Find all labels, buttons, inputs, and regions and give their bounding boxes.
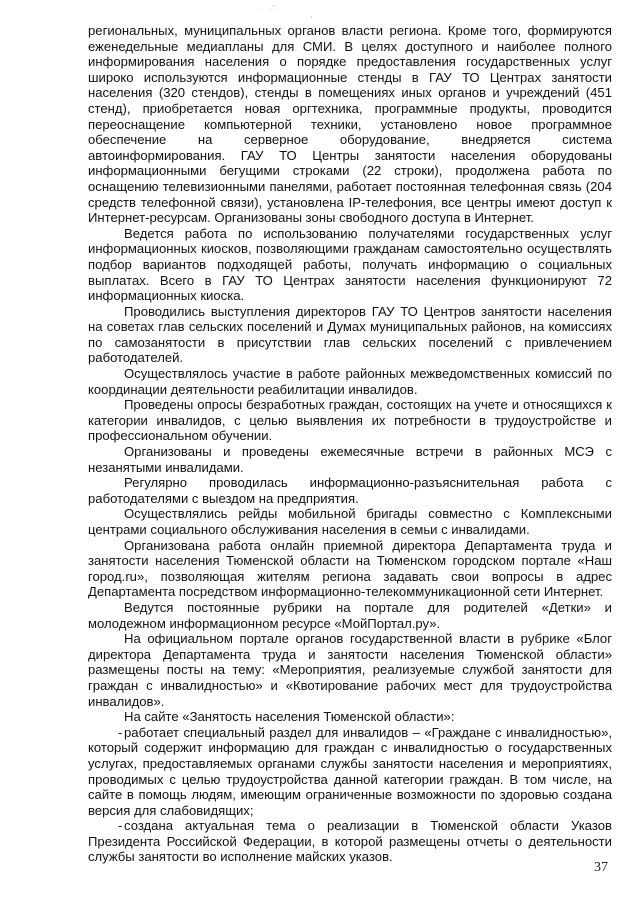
scan-artifact-tick: ′ <box>311 16 313 23</box>
document-body <box>88 23 612 865</box>
list-item <box>88 725 612 819</box>
paragraph-mse-meetings: Организованы и проведены ежемесячные встречи в районных МСЭ с незанятыми инвалидами. <box>88 444 612 475</box>
paragraph-portal-rubrics: Ведутся постоянные рубрики на портале для родителей «Детки» и молодежном информационном ресурсе «МойПортал.ру». <box>88 599 612 631</box>
paragraph-info-kiosks: Ведется работа по использованию получателями государственных услуг информационных киосков, позволяющими гражданам самостоятельно осуществлять подбор вариантов подходящей работы, получать информацию о социальных выплатах. Всего в ГАУ ТО Центрах занятости населения функционируют 72 информационных киоска. <box>88 225 612 304</box>
list-item <box>88 818 612 865</box>
list-dash: - <box>118 724 123 740</box>
paragraph-surveys: Проведены опросы безработных граждан, состоящих на учете и относящихся к категории инвалидов, с целью выявления их потребности в трудоустройстве и профессиональном обучении. <box>88 397 612 444</box>
list-item-text: создана актуальная тема о реализации в Тюменской области Указов Президента Российской Федерации, в которой размещены отчеты о деятельности службы занятости во исполнение майских указов. <box>88 818 612 865</box>
paragraph-mobile-brigade: Осуществлялись рейды мобильной бригады совместно с Комплексными центрами социального обслуживания населения в семьи с инвалидами. <box>88 506 612 537</box>
scan-artifact-mark: · ·ˆ· <box>260 6 280 13</box>
list-item-text: работает специальный раздел для инвалидов – «Граждане с инвалидностью», который содержит информацию для граждан с инвалидностью о государственных услугах, предоставляемых органами службы занятости населения и мероприятиях, проводимых с целью трудоустройства данной категории граждан. В том числе, на сайте в помощь людям, имеющим ограниченные возможности по здоровью создана версия для слабовидящих; <box>88 724 612 818</box>
paragraph-website-intro: На сайте «Занятость населения Тюменской области»: <box>124 709 455 725</box>
page-number: 37 <box>594 860 608 875</box>
paragraph-media-info: региональных, муниципальных органов власти региона. Кроме того, формируются еженедельные медиапланы для СМИ. В целях доступного и наиболее полного информирования населения о порядке предоставления государственных услуг широко используются информационные стенды в ГАУ ТО Центрах занятости населения (320 стендов), стенды в помещениях иных органов и учреждений (451 стенд), приобретается новая оргтехника, программные продукты, проводится переоснащение компьютерной техники, установлено новое программное обеспечение на серверное оборудование, внедряется система автоинформирования. ГАУ ТО Центры занятости населения оборудованы информационными бегущими строками (22 строки), продолжена работа по оснащению телевизионными панелями, работает постоянная телефонная связь (204 средств телефонной связи), установлена IP-телефония, все центры имеют доступ к Интернет-ресурсам. Организованы зоны свободного доступа в Интернет. <box>88 23 612 226</box>
paragraph-commissions: Осуществлялось участие в работе районных межведомственных комиссий по координации деятельности реабилитации инвалидов. <box>88 366 612 397</box>
list-dash: - <box>118 818 123 834</box>
paragraph-director-speeches: Проводились выступления директоров ГАУ ТО Центров занятости населения на советах глав сельских поселений и Думах муниципальных районов, на комиссиях по самозанятости в присутствии глав сельских поселений с привлечением работодателей. <box>88 303 612 366</box>
paragraph-employer-outreach: Регулярно проводилась информационно-разъяснительная работа с работодателями с выездом на предприятия. <box>88 475 612 506</box>
paragraph-online-reception: Организована работа онлайн приемной директора Департамента труда и занятости населения Тюменской области на Тюменском городском портале «Наш город.ru», позволяющая жителям региона задавать свои вопросы в адрес Департамента посредством информационно-телекоммуникационной сети Интернет. <box>88 537 612 600</box>
paragraph-director-blog: На официальном портале органов государственной власти в рубрике «Блог директора Департамента труда и занятости населения Тюменской области» размещены посты на тему: «Мероприятия, реализуемые службой занятости для граждан с инвалидностью» и «Квотирование рабочих мест для трудоустройства инвалидов». <box>88 631 612 709</box>
